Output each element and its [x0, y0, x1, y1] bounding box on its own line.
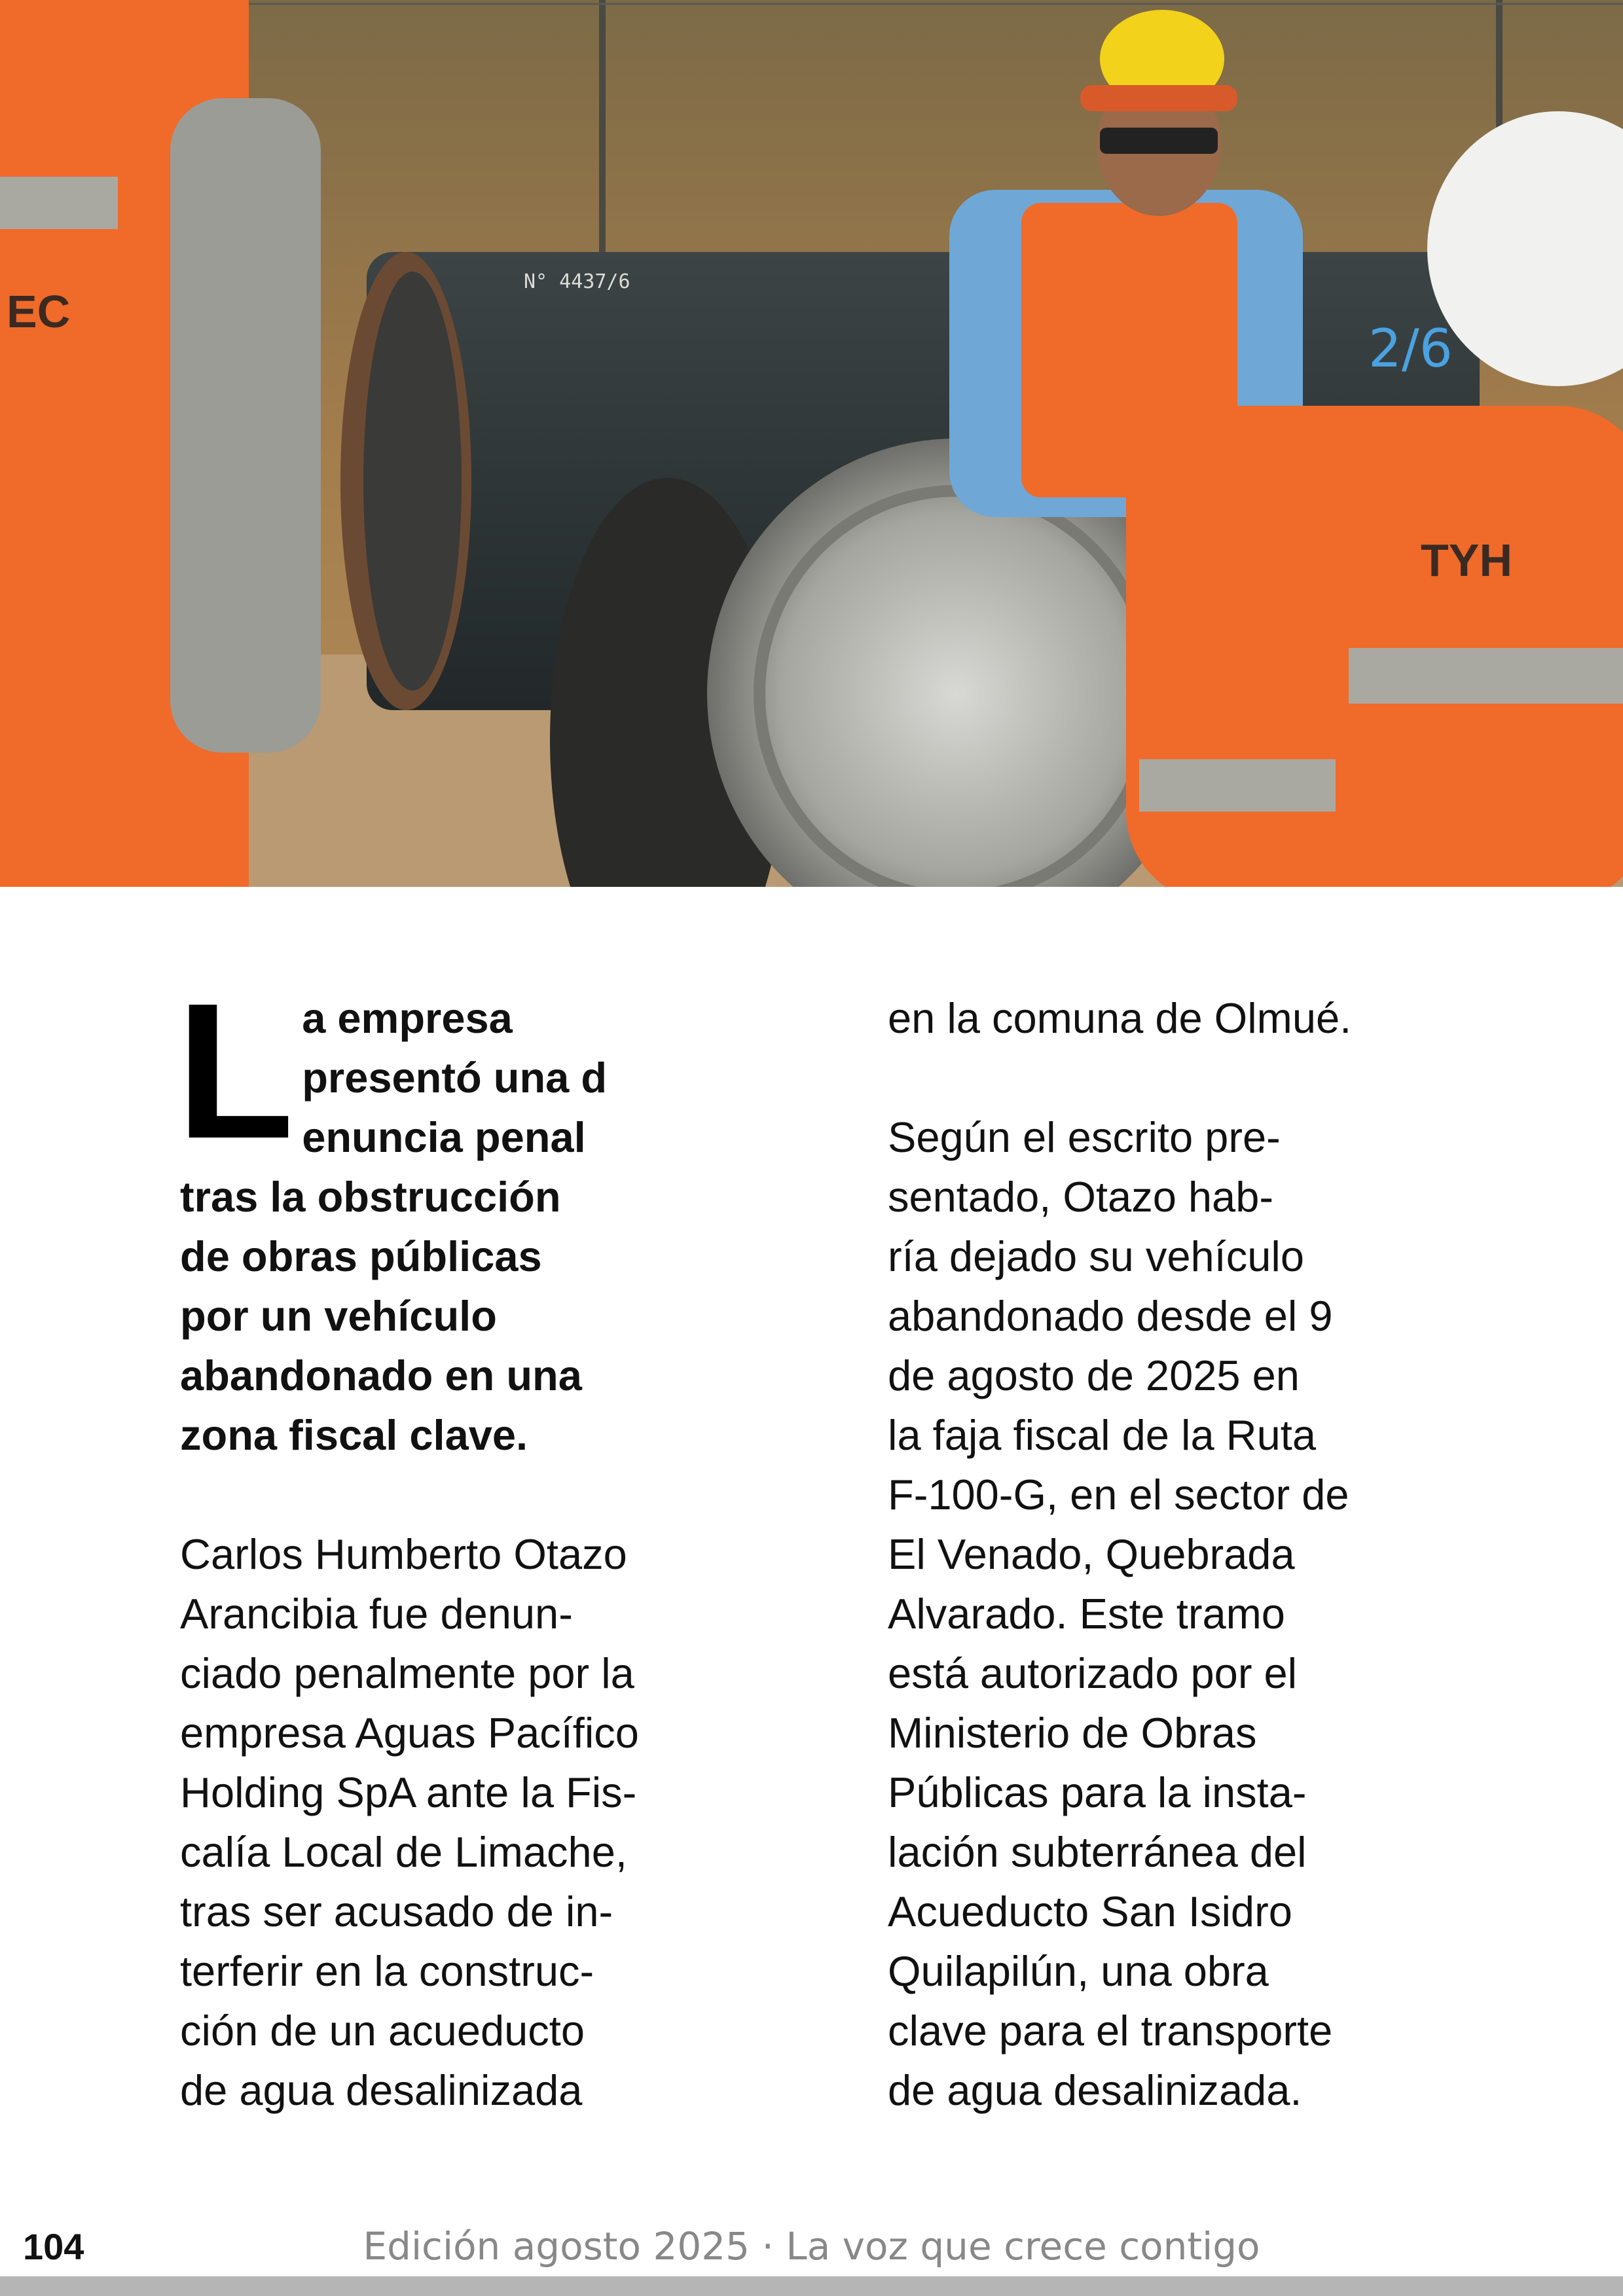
body-line: clave para el transporte — [888, 2007, 1333, 2054]
body-line: calía Local de Limache, — [180, 1828, 627, 1876]
lead-line: tras la obstrucción — [180, 1173, 561, 1221]
body-line: F-100-G, en el sector de — [888, 1471, 1349, 1518]
body-line: ría dejado su vehículo — [888, 1232, 1304, 1280]
dropcap: L — [176, 963, 295, 1179]
body-line: ción de un acueducto — [180, 2007, 585, 2054]
lead-line: de obras públicas — [180, 1232, 542, 1280]
article-photo — [0, 0, 1623, 887]
body-line: la faja fiscal de la Ruta — [888, 1411, 1316, 1459]
body-line: Carlos Humberto Otazo — [180, 1530, 627, 1578]
lead-line: zona fiscal clave. — [180, 1411, 528, 1459]
lead-line: a empresa — [302, 994, 513, 1042]
body-line: de agua desalinizada — [180, 2066, 583, 2114]
edition-tagline: Edición agosto 2025 · La voz que crece contigo — [363, 2224, 1260, 2269]
body-line: abandonado desde el 9 — [888, 1292, 1333, 1340]
pipe-marking-text: N° 4437/6 — [524, 270, 630, 293]
body-paragraph-right — [888, 1107, 1438, 2120]
body-line: de agua desalinizada. — [888, 2066, 1302, 2114]
pipe-blue-label: 2/6 — [1368, 318, 1453, 379]
body-line: Alvarado. Este tramo — [888, 1590, 1285, 1638]
body-line: sentado, Otazo hab- — [888, 1173, 1273, 1221]
body-line: Arancibia fue denun- — [180, 1590, 573, 1638]
body-line: El Venado, Quebrada — [888, 1530, 1295, 1578]
body-line: ciado penalmente por la — [180, 1649, 634, 1697]
body-line: está autorizado por el — [888, 1649, 1298, 1697]
page-footer — [0, 2222, 1623, 2271]
body-line: Acueducto San Isidro — [888, 1888, 1292, 1935]
body-line: Ministerio de Obras — [888, 1709, 1257, 1757]
body-line: Holding SpA ante la Fis- — [180, 1768, 637, 1816]
body-line: Públicas para la insta- — [888, 1768, 1307, 1816]
vest-right-text: TYH — [1421, 535, 1512, 586]
body-line: terferir en la construc- — [180, 1947, 594, 1995]
body-line: lación subterránea del — [888, 1828, 1307, 1876]
body-line: empresa Aguas Pacífico — [180, 1709, 639, 1757]
lead-line: por un vehículo — [180, 1292, 497, 1340]
continued-line: en la comuna de Olmué. — [888, 994, 1352, 1042]
lead-line: enuncia penal — [302, 1113, 586, 1161]
lead-line: abandonado en una — [180, 1352, 582, 1399]
lead-line: presentó una d — [302, 1054, 608, 1102]
body-line: de agosto de 2025 en — [888, 1352, 1300, 1399]
bottom-bar — [0, 2276, 1623, 2296]
body-paragraph-left — [180, 1524, 730, 2120]
right-column — [888, 988, 1438, 2120]
body-line: Según el escrito pre- — [888, 1113, 1281, 1161]
body-line: Quilapilún, una obra — [888, 1947, 1269, 1995]
left-column — [176, 963, 730, 2120]
page-number: 104 — [23, 2226, 84, 2267]
article-lead — [176, 963, 730, 1465]
body-line: tras ser acusado de in- — [180, 1888, 613, 1935]
paragraph-gap — [888, 1048, 1438, 1107]
workers-pipeline-photo — [0, 0, 1623, 887]
vest-left-text: EC — [7, 286, 71, 337]
